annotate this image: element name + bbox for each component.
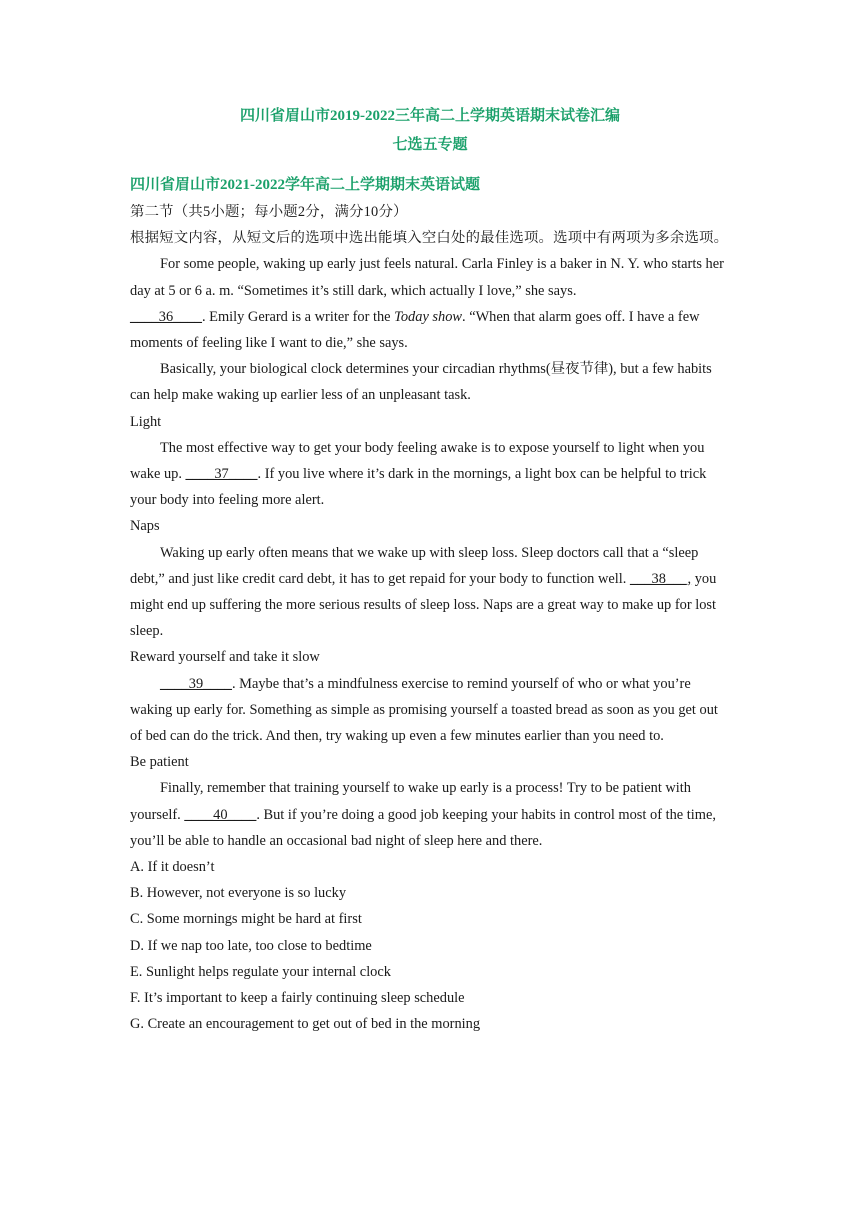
- paragraph-text: . Maybe that’s a mindfulness exercise to remind yourself of who or what you’re waking up early for. Something as simple as promising yourself a toasted bread as soon as you get out of bed can do the trick. And then, try waking up even a few minutes earlier than you need to.: [130, 675, 718, 745]
- option-g: G. Create an encouragement to get out of bed in the morning: [130, 1016, 481, 1033]
- paragraph-2: Basically, your biological clock determines your circadian rhythms(昼夜节律), but a few habits can help make waking up earlier less of an unpleasant task.: [130, 361, 712, 404]
- option-f: F. It’s important to keep a fairly continuing sleep schedule: [130, 990, 465, 1007]
- instructions: 根据短文内容，从短文后的选项中选出能填入空白处的最佳选项。选项中有两项为多余选项。: [130, 230, 729, 247]
- paragraph-text: . But if you’re doing a good job keeping your habits in control most of the time, you’ll be able to handle an occasional bad night of sleep here and there.: [130, 806, 716, 849]
- part-label: 第二节（共5小题；每小题2分，满分10分）: [130, 204, 408, 220]
- subheading-light: Light: [130, 413, 162, 430]
- option-e: E. Sunlight helps regulate your internal clock: [130, 963, 391, 980]
- option-a: A. If it doesn’t: [130, 859, 215, 876]
- passage-body: [130, 199, 730, 1038]
- blank-39: ____39____: [160, 675, 232, 692]
- subheading-patient: Be patient: [130, 754, 189, 771]
- paragraph-6: [130, 775, 730, 854]
- paragraph-text: you might end up suffering the more serious results of sleep loss. Naps are a great way to make up for lost sleep.: [130, 570, 717, 640]
- paragraph-4: [130, 540, 730, 645]
- blank-40: ____40____: [184, 806, 257, 823]
- show-title: Today show: [394, 308, 463, 325]
- paragraph-text: Waking up early often means that we wake up with sleep loss. Sleep doctors call that a “sleep debt,” and just like credit card debt, it has to get repaid for your body to function well.: [130, 544, 699, 587]
- document-title: 四川省眉山市2019-2022三年高二上学期英语期末试卷汇编: [240, 108, 620, 124]
- document-subtitle: 七选五专题: [392, 137, 468, 153]
- blank-38: ___38___,: [629, 570, 692, 587]
- paragraph-text: . Emily Gerard is a writer for the: [201, 308, 395, 325]
- paragraph-3: [130, 435, 730, 514]
- paragraph-text: . If you live where it’s dark in the mornings, a light box can be helpful to trick your body into feeling more alert.: [130, 466, 707, 509]
- option-d: D. If we nap too late, too close to bedtime: [130, 937, 372, 954]
- paragraph-text: Finally, remember that training yourself to wake up early is a process! Try to be patient with yourself.: [130, 780, 691, 823]
- subheading-naps: Naps: [130, 518, 160, 535]
- paragraph-text: The most effective way to get your body feeling awake is to expose yourself to light when you wake up.: [130, 439, 705, 483]
- paragraph-5: [130, 671, 730, 750]
- paragraph-text: For some people, waking up early just feels natural. Carla Finley is a baker in N. Y. who starts her day at 5 or 6 a. m. “Sometimes it’s still dark, which actually I love,” she says.: [130, 256, 724, 299]
- paragraph-1: [130, 251, 730, 356]
- blank-37: ____37____: [185, 466, 258, 483]
- option-b: B. However, not everyone is so lucky: [130, 885, 347, 902]
- blank-36: ____36____: [130, 308, 202, 325]
- section-heading: 四川省眉山市2021-2022学年高二上学期期末英语试题: [130, 177, 480, 193]
- subheading-reward: Reward yourself and take it slow: [130, 649, 320, 666]
- option-c: C. Some mornings might be hard at first: [130, 911, 362, 928]
- paragraph-text: . “When that alarm goes off. I have a few moments of feeling like I want to die,” she says.: [130, 308, 700, 352]
